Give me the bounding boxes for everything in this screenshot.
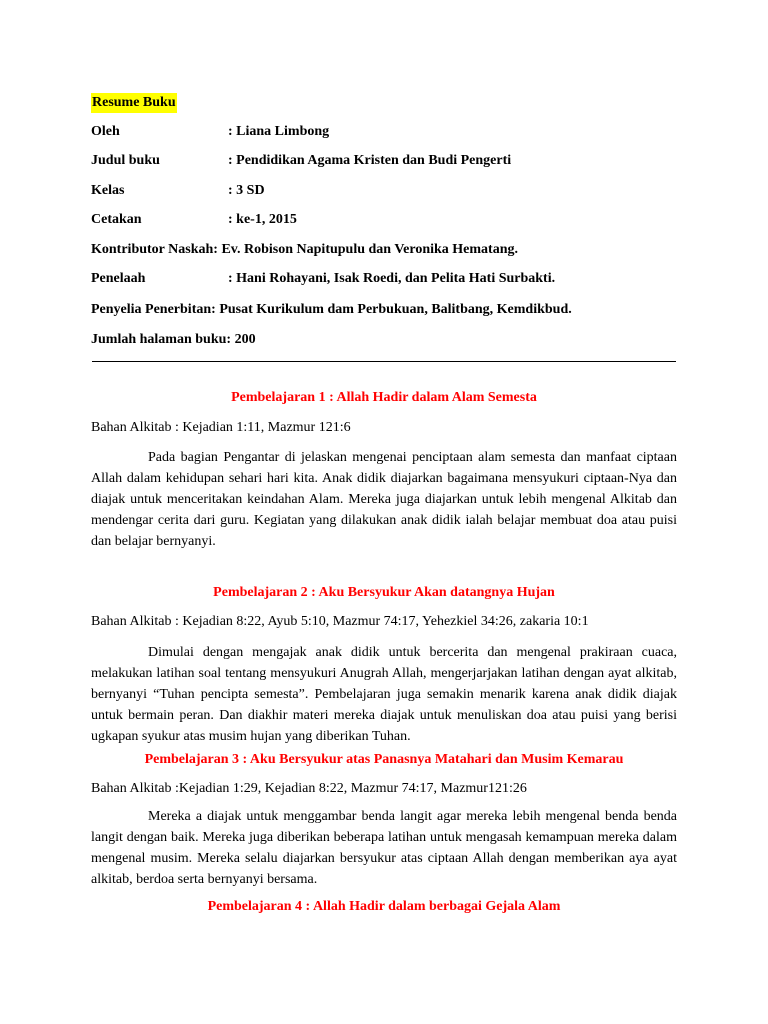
meta-value: : 3 SD — [228, 183, 265, 198]
meta-key: Oleh — [91, 124, 120, 139]
section-body-3: Mereka a diajak untuk menggambar benda langit agar mereka lebih mengenal benda benda langit dengan baik. Mereka juga diberikan beberapa latihan untuk mengasah kemampuan mereka dalam mengenal musim. Mereka selalu diajarkan bersyukur atas ciptaan Allah dengan memberikan aya ayat alkitab, berdoa serta bernyanyi bersama. — [91, 809, 677, 887]
section-body-1: Pada bagian Pengantar di jelaskan mengenai penciptaan alam semesta dan manfaat ciptaan Allah dalam kehidupan sehari hari kita. Anak didik diajarkan bagaimana mensyukuri ciptaan-Nya dan diajak untuk menceritakan keindahan Alam. Mereka juga diajarkan untuk lebih mengenal Alkitab dan mendengar cerita dari guru. Kegiatan yang dilakukan anak didik ialah belajar membuat doa atau puisi dan belajar bernyanyi. — [91, 450, 677, 549]
meta-row-penelaah — [91, 270, 555, 288]
meta-value: : Pusat Kurikulum dam Perbukuan, Balitbang, Kemdikbud. — [211, 302, 572, 317]
meta-value: : Pendidikan Agama Kristen dan Budi Pengerti — [228, 153, 512, 168]
meta-value: : Liana Limbong — [228, 124, 330, 139]
section-bahan-1: Bahan Alkitab : Kejadian 1:11, Mazmur 121:6 — [91, 420, 351, 435]
meta-row-kontributor — [91, 241, 518, 259]
section-title-2: Pembelajaran 2 : Aku Bersyukur Akan datangnya Hujan — [213, 585, 555, 600]
document-title: Resume Buku — [91, 93, 177, 113]
meta-key: Kontributor Naskah — [91, 242, 214, 257]
meta-value: : 200 — [226, 332, 256, 347]
meta-row-jumlah-halaman — [91, 331, 256, 349]
meta-key: Jumlah halaman buku — [91, 332, 227, 347]
meta-key: Cetakan — [91, 212, 142, 227]
meta-key: Kelas — [91, 183, 125, 198]
meta-row-penyelia — [91, 301, 572, 319]
meta-key: Judul buku — [91, 153, 160, 168]
section-title-4: Pembelajaran 4 : Allah Hadir dalam berbagai Gejala Alam — [207, 899, 561, 914]
horizontal-divider — [92, 361, 676, 362]
section-bahan-3: Bahan Alkitab :Kejadian 1:29, Kejadian 8:22, Mazmur 74:17, Mazmur121:26 — [91, 781, 527, 796]
meta-row-kelas — [91, 182, 265, 200]
meta-row-oleh — [91, 123, 329, 141]
meta-key: Penyelia Penerbitan — [91, 302, 212, 317]
meta-row-cetakan — [91, 211, 297, 229]
section-bahan-2: Bahan Alkitab : Kejadian 8:22, Ayub 5:10, Mazmur 74:17, Yehezkiel 34:26, zakaria 10:1 — [91, 614, 589, 629]
section-body-2: Dimulai dengan mengajak anak didik untuk bercerita dan mengenal prakiraan cuaca, melakukan latihan soal tentang mensyukuri Anugrah Allah, mengerjarjakan latihan dengan ayat alkitab, bernyanyi “Tuhan pencipta semesta”. Pembelajaran juga semakin menarik karena anak didik diajak untuk bermain peran. Dan diakhir materi mereka diajak untuk menuliskan doa atau puisi yang berisi ugkapan syukur atas musim hujan yang diberikan Tuhan. — [91, 645, 677, 744]
section-title-3: Pembelajaran 3 : Aku Bersyukur atas Panasnya Matahari dan Musim Kemarau — [144, 752, 624, 767]
meta-value: : Ev. Robison Napitupulu dan Veronika Hematang. — [213, 242, 519, 257]
section-title-1: Pembelajaran 1 : Allah Hadir dalam Alam Semesta — [231, 390, 537, 405]
meta-row-judul — [91, 152, 511, 170]
meta-value: : ke-1, 2015 — [228, 212, 297, 227]
meta-key: Penelaah — [91, 271, 146, 286]
meta-value: : Hani Rohayani, Isak Roedi, dan Pelita Hati Surbakti. — [228, 271, 556, 286]
